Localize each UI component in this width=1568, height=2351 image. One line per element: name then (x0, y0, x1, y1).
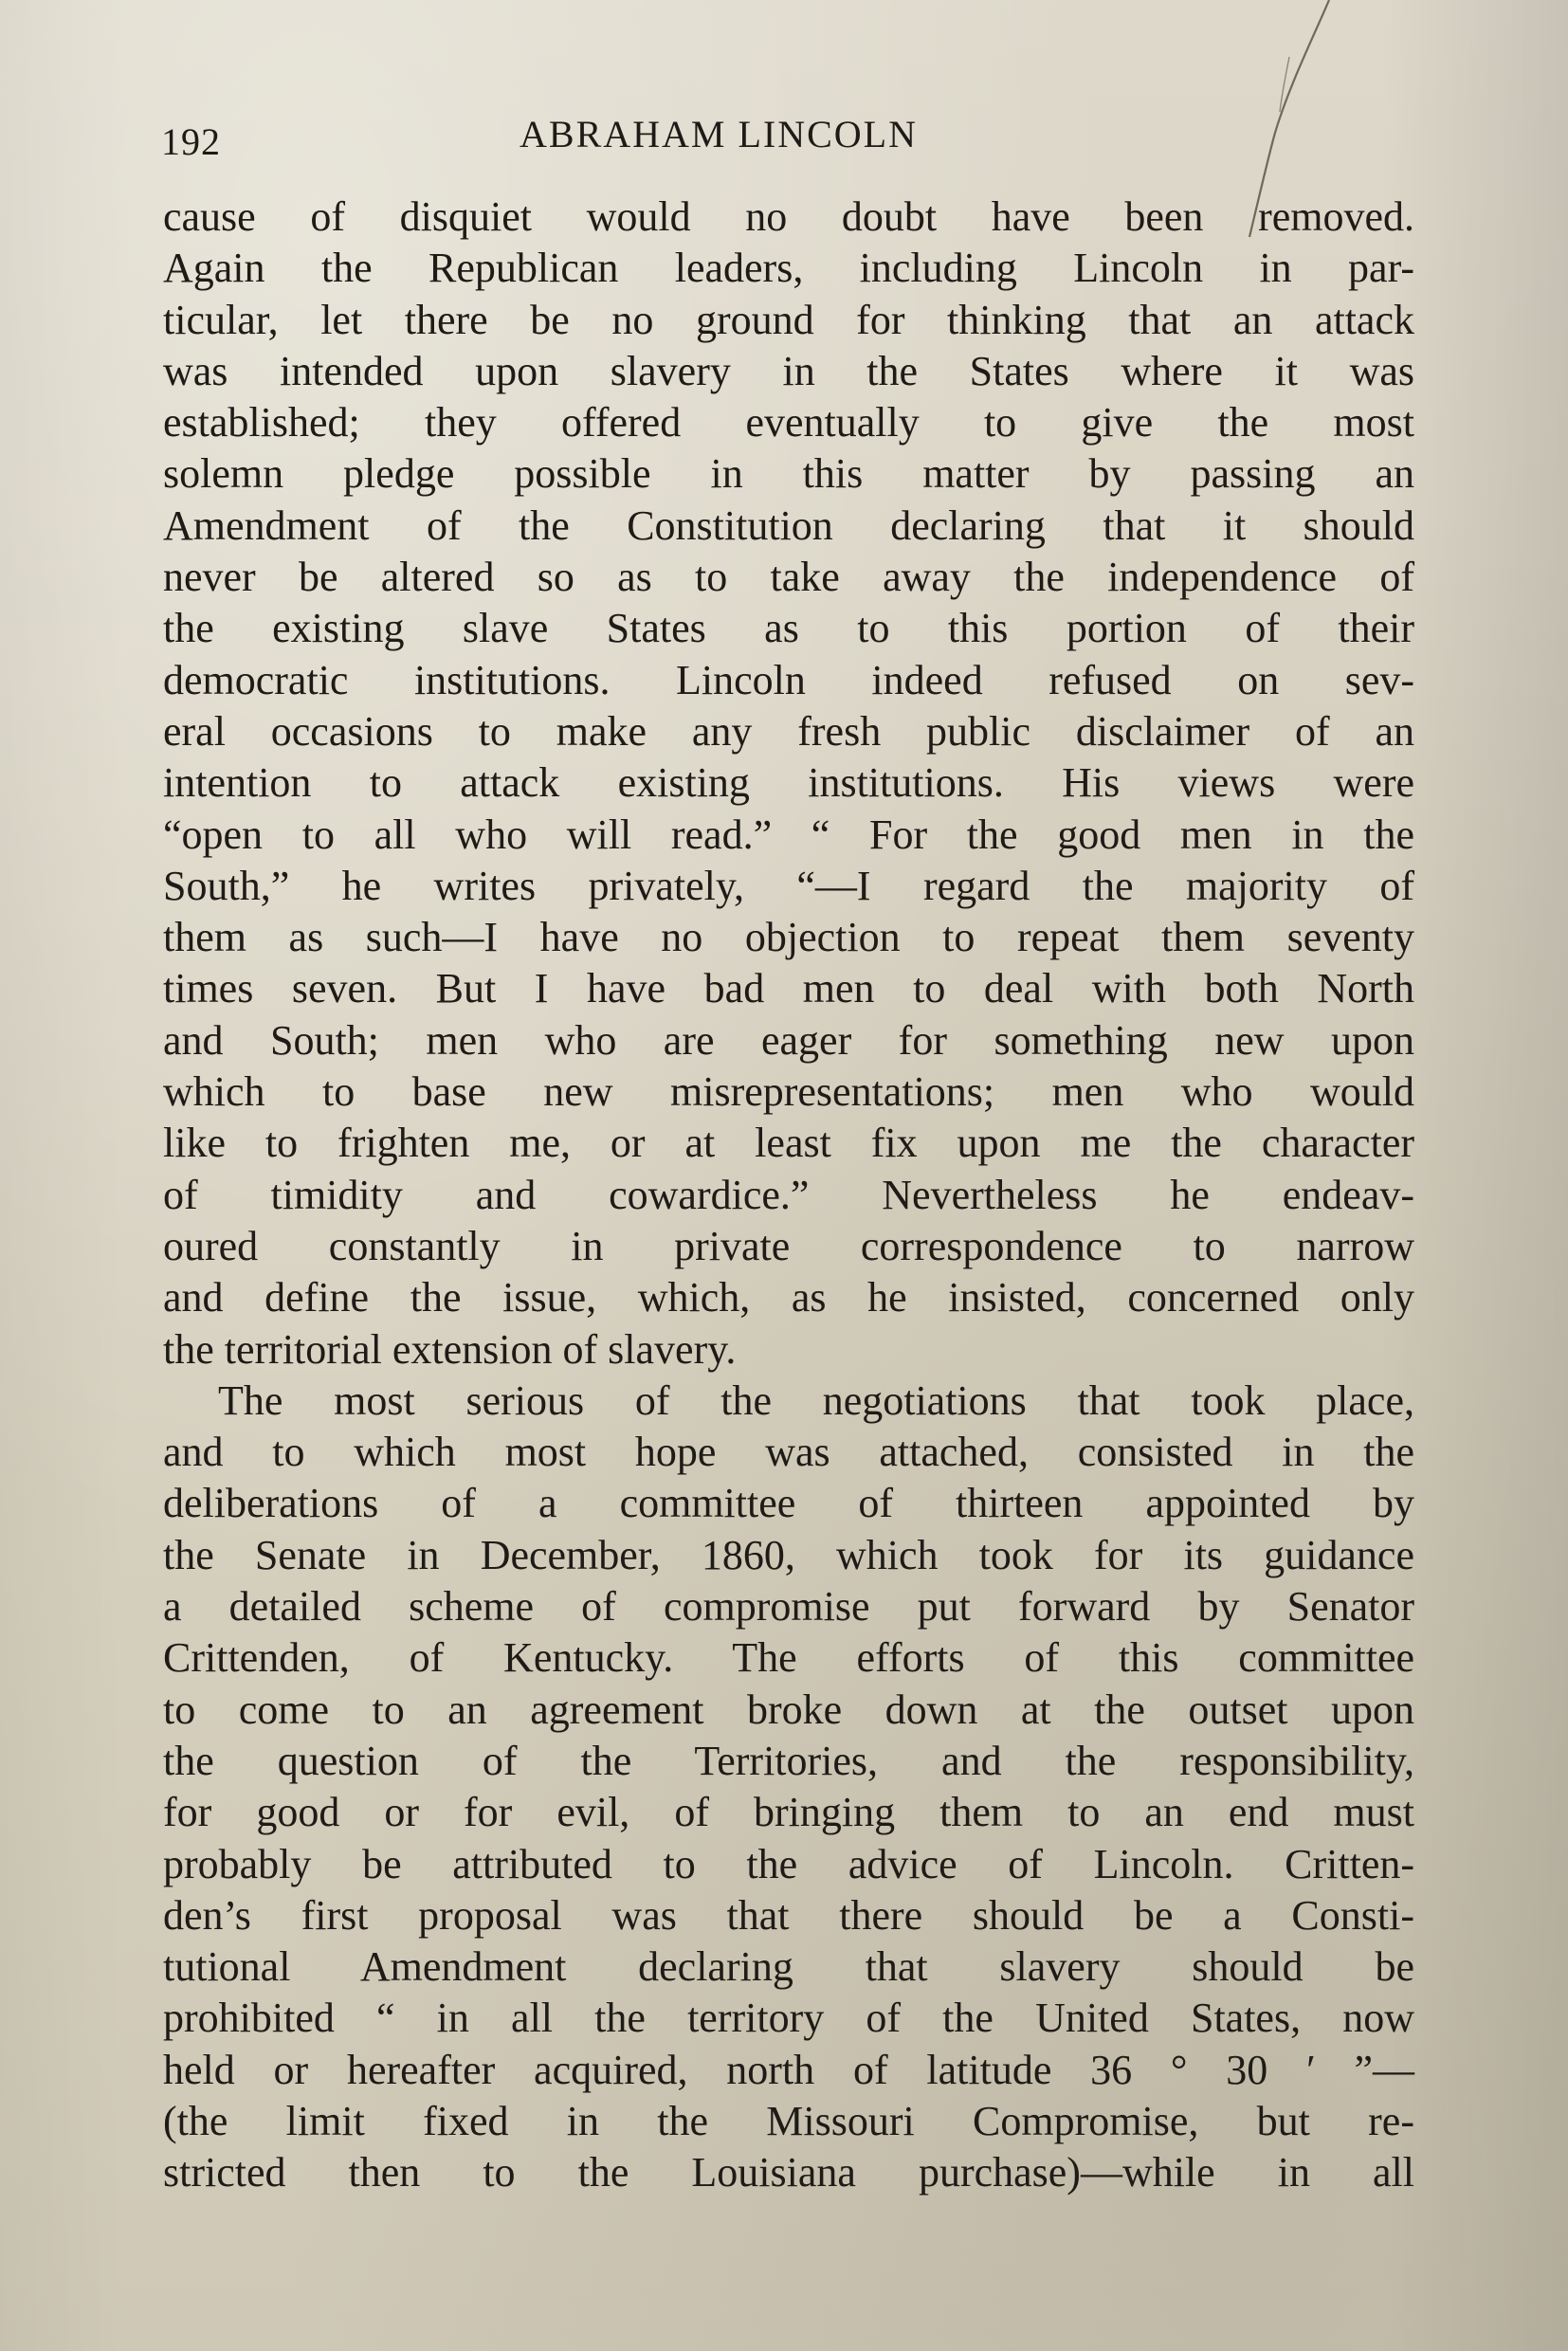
text-line: to come to an agreement broke down at the outset upon (163, 1686, 1414, 1733)
text-line: and define the issue, which, as he insisted, concerned only (163, 1274, 1414, 1321)
text-line: oured constantly in private correspondence to narrow (163, 1222, 1414, 1269)
text-line: established; they offered eventually to give the most (163, 399, 1414, 447)
paragraph-end-line: the territorial extension of slavery. (163, 1325, 737, 1373)
text-line: never be altered so as to take away the independence of (163, 554, 1414, 601)
text-line: times seven. But I have bad men to deal with both North (163, 965, 1414, 1012)
text-line: cause of disquiet would no doubt have been removed. (163, 193, 1414, 240)
text-line: like to frighten me, or at least fix upon me the character (163, 1120, 1414, 1167)
text-line: stricted then to the Louisiana purchase)—while in all (163, 2149, 1414, 2196)
text-line: deliberations of a committee of thirteen appointed by (163, 1480, 1414, 1527)
text-line: prohibited “ in all the territory of the United States, now (163, 1995, 1414, 2042)
text-line: probably be attributed to the advice of Lincoln. Critten- (163, 1840, 1414, 1887)
text-line: and to which most hope was attached, consisted in the (163, 1429, 1414, 1476)
text-line: democratic institutions. Lincoln indeed refused on sev- (163, 656, 1414, 703)
page-header (161, 106, 1413, 163)
text-line: was intended upon slavery in the States where it was (163, 347, 1414, 394)
running-head-title: ABRAHAM LINCOLN (520, 113, 918, 155)
text-line: which to base new misrepresentations; men who would (163, 1068, 1414, 1116)
text-line: the existing slave States as to this portion of their (163, 605, 1414, 652)
text-line: eral occasions to make any fresh public disclaimer of an (163, 707, 1414, 755)
text-line: and South; men who are eager for something new upon (163, 1016, 1414, 1064)
text-line: held or hereafter acquired, north of latitude 36 ° 30 ′ ”— (163, 2046, 1414, 2093)
text-line: Amendment of the Constitution declaring that it should (163, 501, 1414, 549)
text-line: a detailed scheme of compromise put forward by Senator (163, 1583, 1414, 1631)
text-line: den’s first proposal was that there should be a Consti- (163, 1891, 1414, 1939)
text-line: (the limit fixed in the Missouri Compromise, but re- (163, 2097, 1414, 2144)
text-line: of timidity and cowardice.” Nevertheless he endeav- (163, 1171, 1414, 1218)
text-line: Again the Republican leaders, including Lincoln in par- (163, 245, 1414, 292)
body-text (163, 191, 1414, 2199)
text-line: for good or for evil, of bringing them to an end must (163, 1789, 1414, 1836)
text-line: South,” he writes privately, “—I regard the majority of (163, 862, 1414, 909)
text-line: them as such—I have no objection to repeat them seventy (163, 914, 1414, 961)
page-number: 192 (161, 120, 221, 163)
text-line: solemn pledge possible in this matter by passing an (163, 450, 1414, 498)
text-line: ticular, let there be no ground for thinking that an attack (163, 296, 1414, 343)
text-line: tutional Amendment declaring that slavery should be (163, 1943, 1414, 1991)
text-line: the Senate in December, 1860, which took for its guidance (163, 1531, 1414, 1578)
text-line: Crittenden, of Kentucky. The efforts of this committee (163, 1634, 1414, 1682)
paragraph-start-line: The most serious of the negotiations that took place, (218, 1376, 1414, 1424)
text-line: intention to attack existing institutions. His views were (163, 759, 1414, 807)
text-line: “open to all who will read.” “ For the good men in the (163, 811, 1414, 858)
text-line: the question of the Territories, and the responsibility, (163, 1737, 1414, 1784)
